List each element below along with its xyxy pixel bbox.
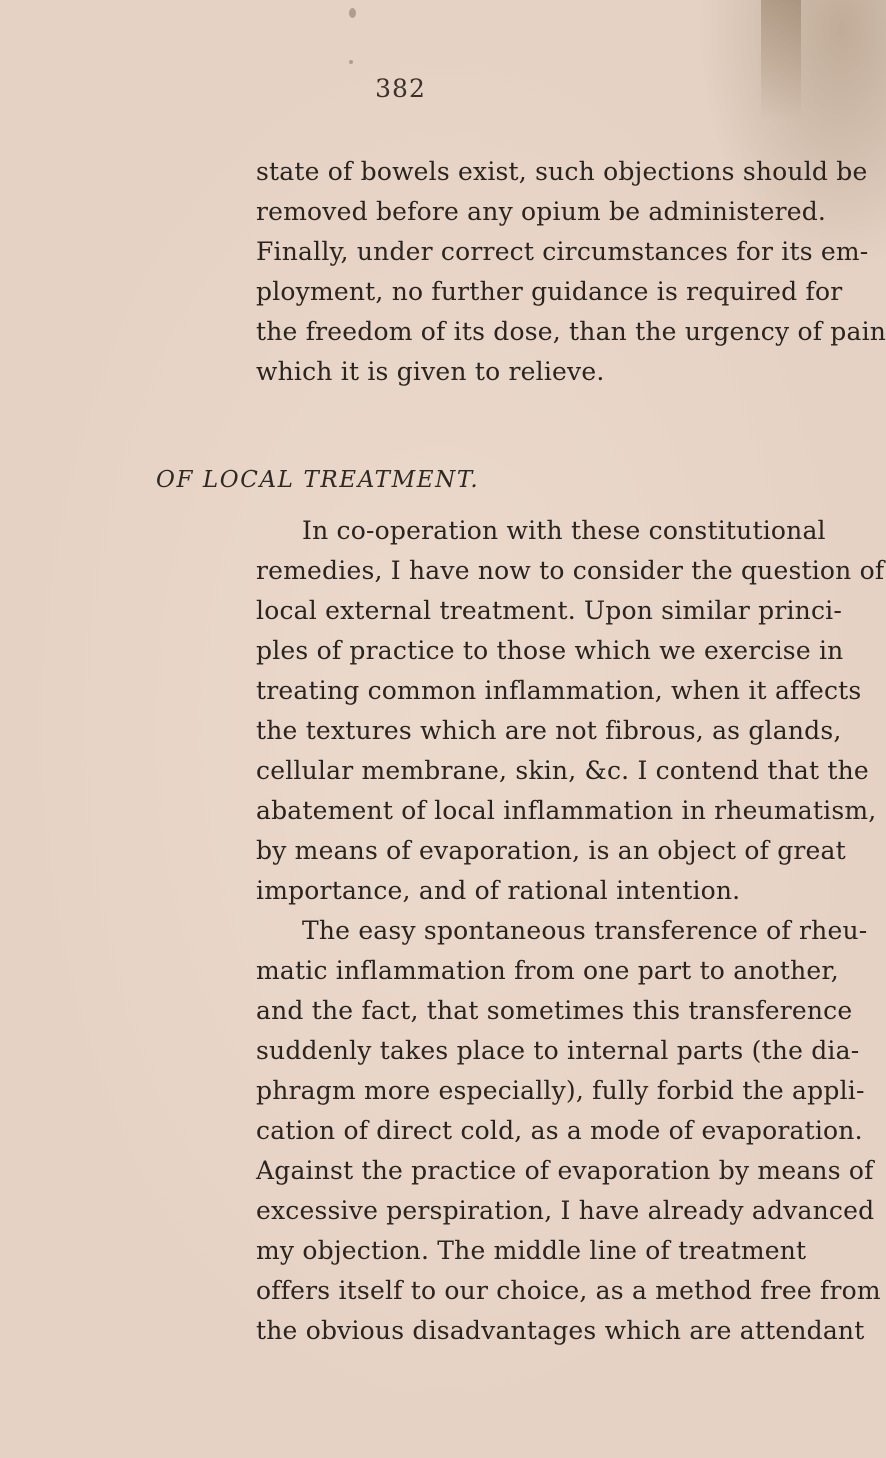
section-heading: OF LOCAL TREATMENT. xyxy=(156,467,480,493)
text-line: abatement of local inflammation in rheumatism, xyxy=(256,796,877,825)
text-line: phragm more especially), fully forbid the appli- xyxy=(256,1076,865,1105)
text-line: cellular membrane, skin, &c. I contend that the xyxy=(256,756,869,785)
ink-spot xyxy=(349,8,356,18)
text-line: remedies, I have now to consider the question of xyxy=(256,556,885,585)
text-line: The easy spontaneous transference of rheu- xyxy=(302,916,868,945)
text-line: ployment, no further guidance is required for xyxy=(256,277,843,306)
text-line: In co-operation with these constitutional xyxy=(302,516,826,545)
text-line: ples of practice to those which we exercise in xyxy=(256,636,844,665)
text-line: the freedom of its dose, than the urgency of pain xyxy=(256,317,886,346)
page-number: 382 xyxy=(375,74,426,103)
text-line: Finally, under correct circumstances for its em- xyxy=(256,237,869,266)
text-line: state of bowels exist, such objections should be xyxy=(256,157,868,186)
text-line: suddenly takes place to internal parts (the dia- xyxy=(256,1036,860,1065)
text-line: the textures which are not fibrous, as glands, xyxy=(256,716,842,745)
paragraph-continued xyxy=(256,152,886,402)
text-line: removed before any opium be administered. xyxy=(256,197,827,226)
text-line: offers itself to our choice, as a method free from xyxy=(256,1276,881,1305)
text-line: by means of evaporation, is an object of great xyxy=(256,836,846,865)
text-line: cation of direct cold, as a mode of evaporation. xyxy=(256,1116,863,1145)
text-line: Against the practice of evaporation by means of xyxy=(256,1156,874,1185)
text-line: which it is given to relieve. xyxy=(256,357,605,386)
text-line: importance, and of rational intention. xyxy=(256,876,741,905)
text-line: excessive perspiration, I have already advanced xyxy=(256,1196,875,1225)
text-line: local external treatment. Upon similar princi- xyxy=(256,596,843,625)
text-line: matic inflammation from one part to another, xyxy=(256,956,839,985)
text-line: treating common inflammation, when it affects xyxy=(256,676,862,705)
text-line: the obvious disadvantages which are attendant xyxy=(256,1316,865,1345)
ink-spot xyxy=(349,60,353,64)
paragraph-transference xyxy=(256,911,881,1351)
text-line: my objection. The middle line of treatment xyxy=(256,1236,807,1265)
text-line: and the fact, that sometimes this transference xyxy=(256,996,853,1025)
